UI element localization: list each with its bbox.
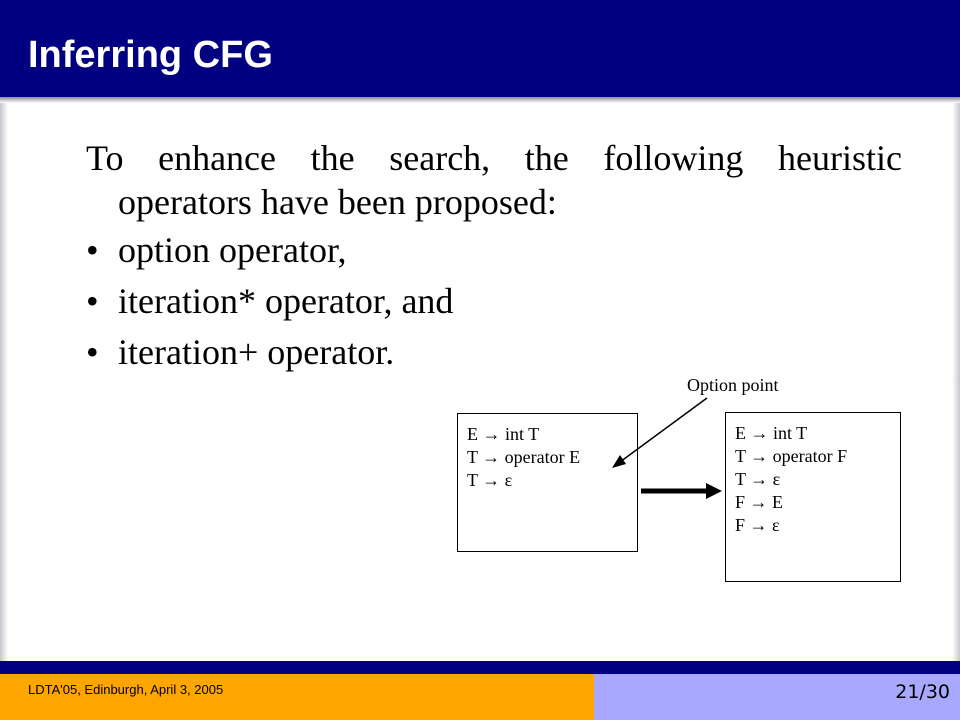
bullet-text: iteration+ operator.	[118, 332, 395, 372]
grammar-after-box	[725, 412, 901, 582]
bullet-dot: •	[86, 281, 99, 321]
bullet-item	[86, 327, 453, 378]
transform-arrow	[641, 483, 722, 499]
option-point-label: Option point	[687, 375, 779, 395]
bullet-text: iteration* operator, and	[118, 281, 454, 321]
slide-title: Inferring CFG	[28, 34, 273, 76]
intro-text-line-2: operators have been proposed:	[118, 182, 557, 222]
grammar-rule: T → ε	[467, 470, 513, 490]
grammar-before-box	[457, 413, 638, 552]
bullet-text: option operator,	[118, 230, 347, 270]
page-number: 21/30	[895, 681, 950, 703]
bullet-item	[86, 276, 453, 327]
intro-text-line-1: To enhance the search, the following heuristic	[86, 138, 902, 178]
operator-bullet-list	[86, 225, 453, 378]
grammar-rule: T → operator F	[735, 446, 848, 466]
footer-event-text: LDTA'05, Edinburgh, April 3, 2005	[28, 682, 224, 697]
right-edge-shade	[952, 103, 960, 661]
footer-left-panel	[0, 674, 594, 720]
bullet-dot: •	[86, 230, 99, 270]
grammar-rule: T → operator E	[467, 447, 581, 467]
bullet-item	[86, 225, 453, 276]
grammar-rule: E → int T	[735, 423, 808, 443]
grammar-rule: E → int T	[467, 424, 540, 444]
grammar-rule: F → E	[735, 492, 784, 512]
footer-band	[0, 661, 960, 674]
bullet-dot: •	[86, 332, 99, 372]
grammar-rule: T → ε	[735, 469, 781, 489]
left-edge-shade	[0, 103, 8, 661]
grammar-rule: F → ε	[735, 515, 780, 535]
title-shadow	[0, 97, 960, 103]
